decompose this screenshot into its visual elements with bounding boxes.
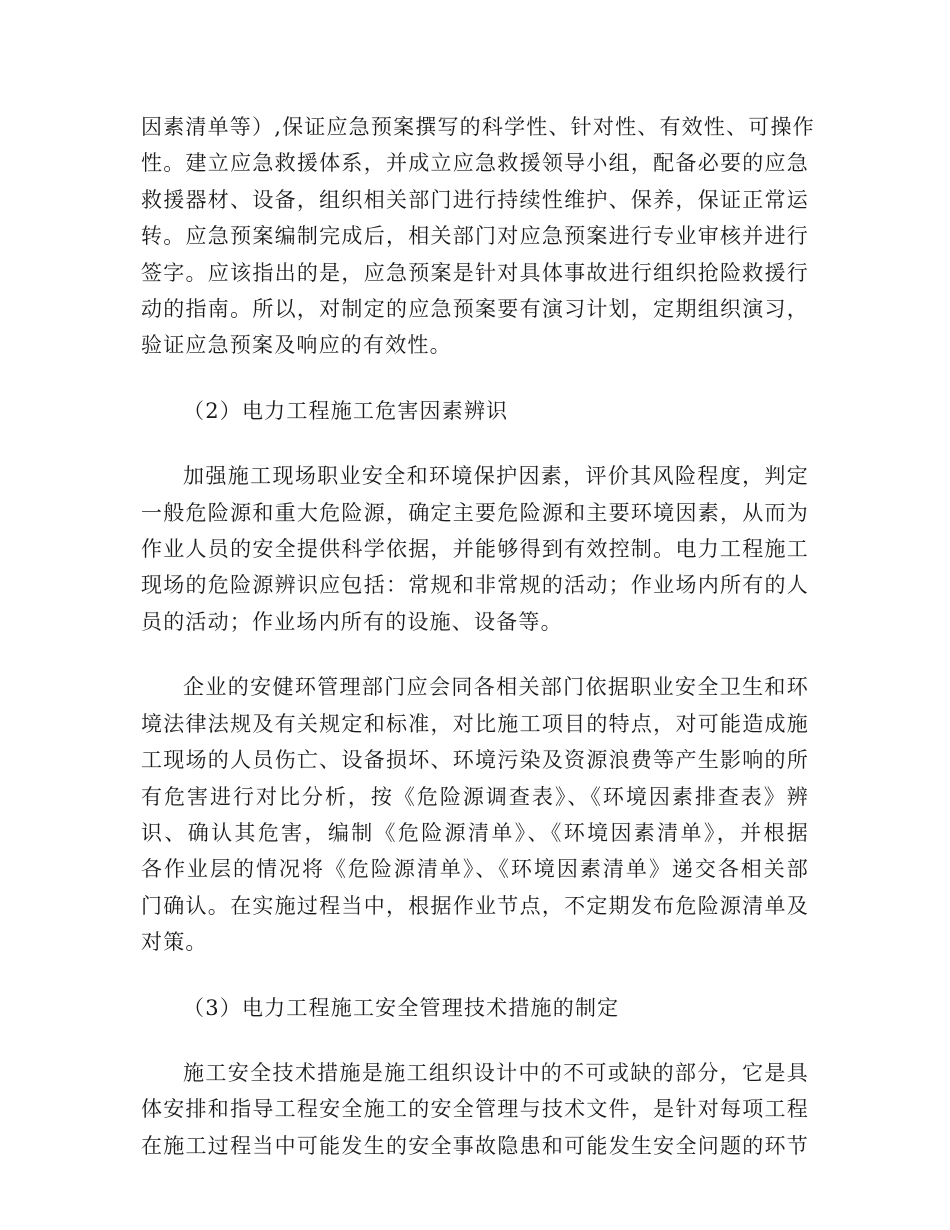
text-line: 动的指南。所以，对制定的应急预案要有演习计划，定期组织演习，	[141, 297, 809, 322]
paragraph-emergency-plan	[141, 109, 815, 364]
text-line: 施工安全技术措施是施工组织设计中的不可或缺的部分，它是具	[183, 1060, 809, 1085]
text-line: 企业的安健环管理部门应会同各相关部门依据职业安全卫生和环	[183, 675, 809, 700]
section-heading-2: （2）电力工程施工危害因素辨识	[183, 398, 509, 423]
text-line: 签字。应该指出的是，应急预案是针对具体事故进行组织抢险救援行	[141, 260, 809, 285]
text-line: 转。应急预案编制完成后，相关部门对应急预案进行专业审核并进行	[141, 224, 809, 249]
document-body	[141, 109, 815, 1164]
section-heading-3: （3）电力工程施工安全管理技术措施的制定	[183, 995, 620, 1020]
paragraph-hse-department	[141, 669, 809, 960]
text-line: 在施工过程当中可能发生的安全事故隐患和可能发生安全问题的环节	[141, 1133, 809, 1158]
text-line: 现场的危险源辨识应包括：常规和非常规的活动；作业场内所有的人	[141, 573, 809, 598]
text-line: 有危害进行对比分析，按《危险源调查表》、《环境因素排查表》辨	[141, 784, 809, 809]
text-line: 员的活动；作业场内所有的设施、设备等。	[141, 609, 563, 634]
text-line: 体安排和指导工程安全施工的安全管理与技术文件，是针对每项工程	[141, 1097, 809, 1122]
text-line: 因素清单等）,保证应急预案撰写的科学性、针对性、有效性、可操作	[141, 115, 815, 139]
text-line: 门确认。在实施过程当中，根据作业节点，不定期发布危险源清单及	[141, 893, 809, 918]
text-line: 工现场的人员伤亡、设备损坏、环境污染及资源浪费等产生影响的所	[141, 748, 809, 773]
text-line: 性。建立应急救援体系，并成立应急救援领导小组，配备必要的应急	[141, 151, 809, 176]
text-line: 救援器材、设备，组织相关部门进行持续性维护、保养，保证正常运	[141, 187, 809, 212]
paragraph-safety-technical-measures	[141, 1055, 809, 1164]
paragraph-hazard-identification	[141, 458, 809, 640]
text-line: 验证应急预案及响应的有效性。	[141, 333, 452, 358]
text-line: 各作业层的情况将《危险源清单》、《环境因素清单》递交各相关部	[141, 857, 809, 882]
text-line: 境法律法规及有关规定和标准，对比施工项目的特点，对可能造成施	[141, 711, 809, 736]
text-line: 一般危险源和重大危险源，确定主要危险源和主要环境因素，从而为	[141, 500, 809, 525]
text-line: 作业人员的安全提供科学依据，并能够得到有效控制。电力工程施工	[141, 537, 809, 562]
text-line: 对策。	[141, 930, 208, 955]
text-line: 识、确认其危害，编制《危险源清单》、《环境因素清单》，并根据	[141, 820, 809, 845]
text-line: 加强施工现场职业安全和环境保护因素，评价其风险程度，判定	[183, 464, 809, 489]
